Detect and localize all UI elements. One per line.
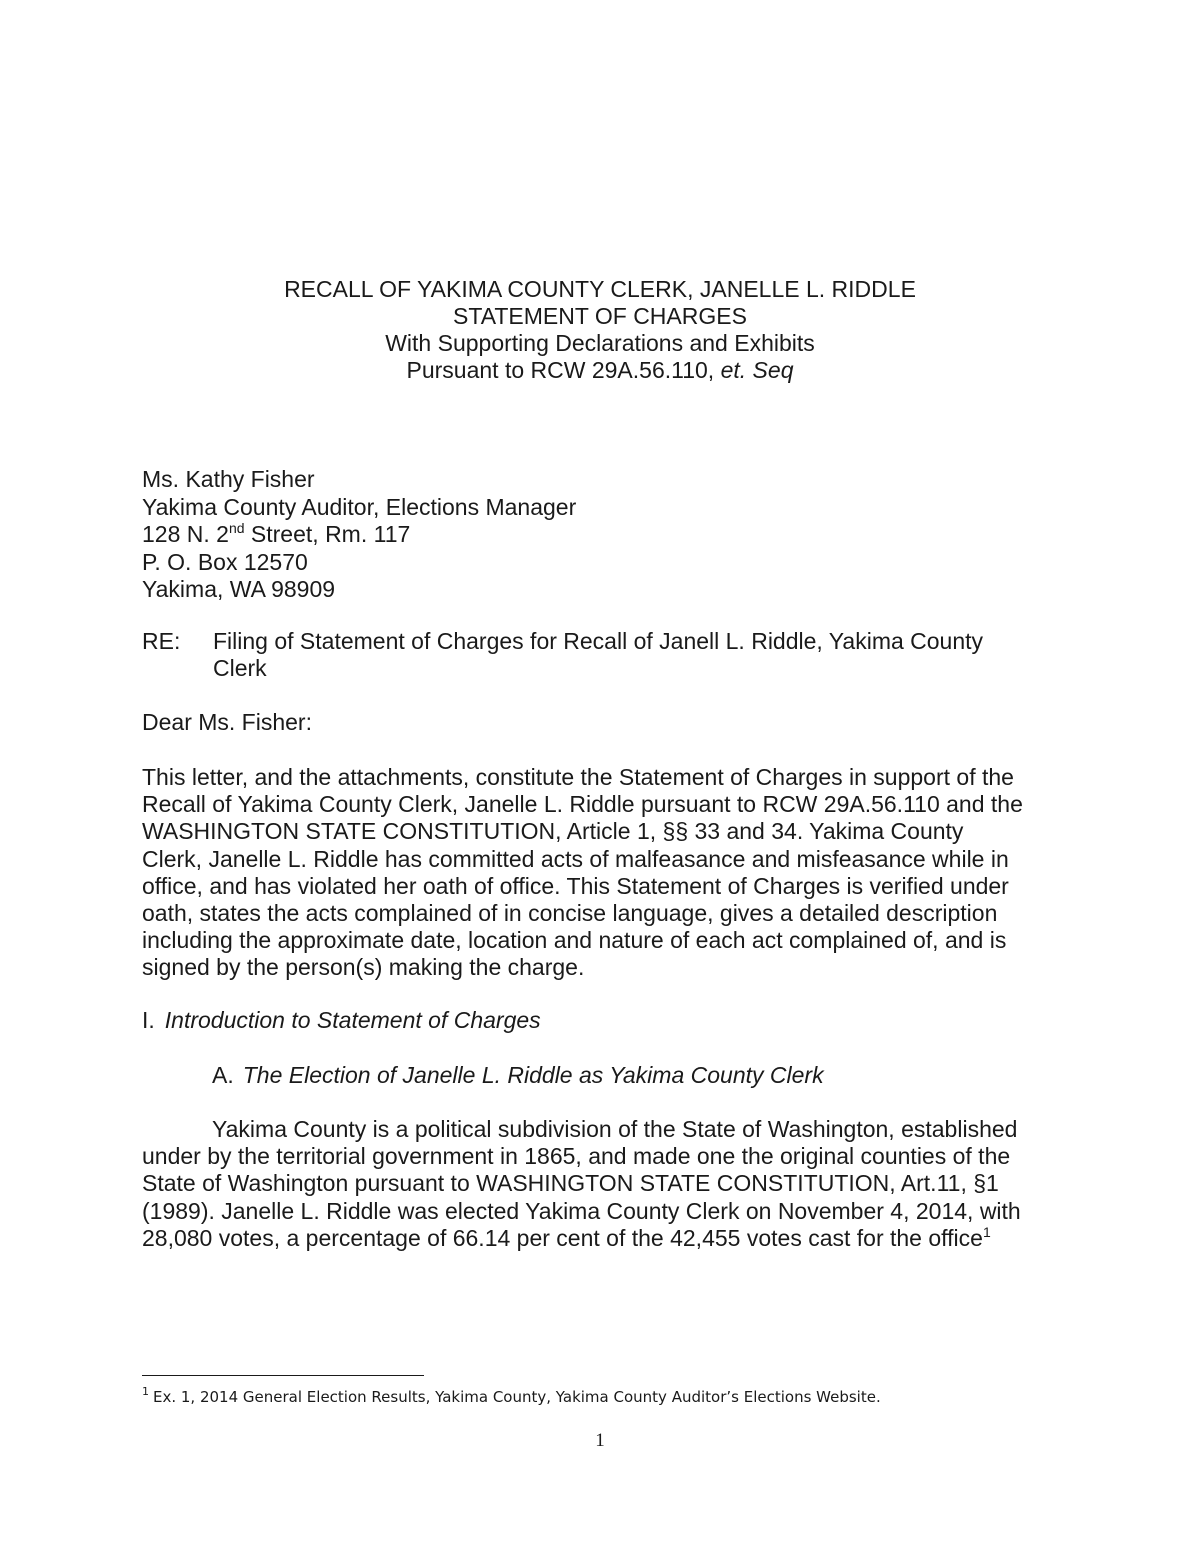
title-line-1: RECALL OF YAKIMA COUNTY CLERK, JANELLE L. RIDDLE xyxy=(284,276,916,302)
recipient-title: Yakima County Auditor, Elections Manager xyxy=(142,493,577,520)
paragraph-line: including the approximate date, location and nature of each act complained of, and is xyxy=(142,927,1007,954)
paragraph-line: This letter, and the attachments, constitute the Statement of Charges in support of the xyxy=(142,764,1014,790)
recipient-city: Yakima, WA 98909 xyxy=(142,576,336,602)
street-name: Street, Rm. 117 xyxy=(244,521,411,547)
page-number: 1 xyxy=(595,1430,605,1451)
paragraph-line: under by the territorial government in 1865, and made one the original counties of the xyxy=(142,1143,1011,1170)
title-line-3: With Supporting Declarations and Exhibits xyxy=(385,330,815,356)
paragraph-line: WASHINGTON STATE CONSTITUTION, Article 1, §§ 33 and 34. Yakima County xyxy=(142,818,964,845)
subject-text: Filing of Statement of Charges for Recall of Janell L. Riddle, Yakima County Clerk xyxy=(213,628,984,681)
recipient-street xyxy=(142,521,576,549)
footnote-reference: 1 xyxy=(982,1223,991,1240)
subsection-heading xyxy=(212,1062,824,1089)
title-line-4-prefix: Pursuant to RCW 29A.56.110, xyxy=(406,357,721,383)
footnote-divider xyxy=(142,1375,424,1376)
recipient-po-box: P. O. Box 12570 xyxy=(142,548,308,575)
document-title-block xyxy=(0,276,1200,384)
subsection-title: The Election of Janelle L. Riddle as Yakima County Clerk xyxy=(242,1062,824,1088)
title-line-4 xyxy=(0,357,1200,384)
subject-label: RE: xyxy=(142,628,181,654)
paragraph-line: (1989). Janelle L. Riddle was elected Yakima County Clerk on November 4, 2014, with xyxy=(142,1197,1021,1224)
paragraph-line: Recall of Yakima County Clerk, Janelle L. Riddle pursuant to RCW 29A.56.110 and the xyxy=(142,791,1023,818)
section-number: I. xyxy=(142,1007,155,1033)
street-ordinal: nd xyxy=(228,520,245,536)
subsection-letter: A. xyxy=(212,1062,234,1088)
title-line-4-italic: et. Seq xyxy=(720,357,794,383)
paragraph-line: State of Washington pursuant to WASHINGTON STATE CONSTITUTION, Art.11, §1 xyxy=(142,1170,999,1197)
footnote xyxy=(142,1385,881,1406)
paragraph-line xyxy=(142,1225,1062,1252)
footnote-marker: 1 xyxy=(142,1385,149,1398)
intro-paragraph xyxy=(142,764,1042,982)
paragraph-line: oath, states the acts complained of in concise language, gives a detailed description xyxy=(142,900,998,927)
title-line-2: STATEMENT OF CHARGES xyxy=(453,303,747,329)
paragraph-line: Clerk, Janelle L. Riddle has committed acts of malfeasance and misfeasance while in xyxy=(142,845,1009,872)
recipient-name: Ms. Kathy Fisher xyxy=(142,466,315,492)
footnote-text: Ex. 1, 2014 General Election Results, Yakima County, Yakima County Auditor’s Elections Website. xyxy=(153,1388,881,1406)
recipient-address xyxy=(142,466,576,604)
paragraph-line: office, and has violated her oath of office. This Statement of Charges is verified under xyxy=(142,872,1009,899)
paragraph-line: signed by the person(s) making the charge. xyxy=(142,954,585,981)
paragraph-last-line-text: 28,080 votes, a percentage of 66.14 per cent of the 42,455 votes cast for the office xyxy=(142,1224,983,1251)
section-title: Introduction to Statement of Charges xyxy=(164,1007,541,1033)
election-paragraph xyxy=(142,1116,1062,1252)
paragraph-line: Yakima County is a political subdivision of the State of Washington, established xyxy=(212,1116,1018,1142)
street-number: 128 N. 2 xyxy=(142,521,229,547)
salutation: Dear Ms. Fisher: xyxy=(142,709,312,735)
section-heading xyxy=(142,1007,541,1034)
